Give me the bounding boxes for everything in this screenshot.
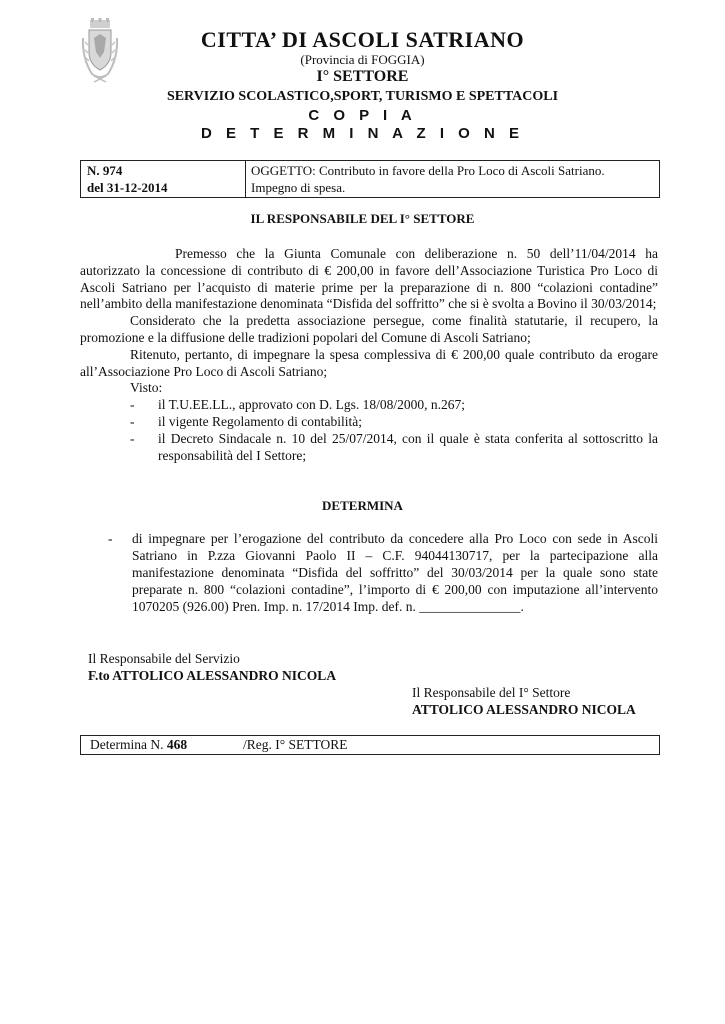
city-title: CITTA’ DI ASCOLI SATRIANO <box>200 27 525 52</box>
visto-list <box>80 397 658 464</box>
province-subtitle: (Provincia di FOGGIA) <box>300 52 425 67</box>
ritenuto-paragraph: Ritenuto, pertanto, di impegnare la spesa complessiva di € 200,00 quale contributo da erogare all’Associazione Pro Loco di Ascoli Satriano; <box>80 346 658 379</box>
service-title: SERVIZIO SCOLASTICO,SPORT, TURISMO E SPETTACOLI <box>166 89 559 104</box>
responsible-title: IL RESPONSABILE DEL I° SETTORE <box>250 211 475 226</box>
record-subject-cell <box>246 161 659 197</box>
considerato-paragraph: Considerato che la predetta associazione persegue, come finalità statutarie, il recupero, la promozione e la diffusione delle tradizioni popolari del Comune di Ascoli Satriano; <box>80 313 658 345</box>
registry-value: 468 <box>166 737 188 752</box>
service-name: F.to ATTOLICO ALESSANDRO NICOLA <box>88 668 337 683</box>
record-id-cell <box>81 161 246 197</box>
visto-item: - il vigente Regolamento di contabilità; <box>80 414 658 431</box>
document-body <box>80 246 658 464</box>
sector-signature <box>412 684 636 718</box>
registry-number <box>90 736 187 754</box>
sector-name: ATTOLICO ALESSANDRO NICOLA <box>412 702 636 717</box>
copia-label: C O P I A <box>308 107 417 124</box>
visto-label: Visto: <box>130 380 163 396</box>
registry-label: Determina N. <box>90 737 164 752</box>
registry-box <box>80 735 660 755</box>
record-box <box>80 160 660 198</box>
service-signature <box>88 650 336 684</box>
determina-title: DETERMINA <box>322 498 403 513</box>
determina-dash: - <box>108 531 113 546</box>
record-subject-line2: Impegno di spesa. <box>251 180 346 195</box>
record-subject-line1: OGGETTO: Contributo in favore della Pro Loco di Ascoli Satriano. <box>251 163 605 178</box>
determinazione-label: D E T E R M I N A Z I O N E <box>200 125 525 142</box>
record-number: N. 974 <box>87 163 123 178</box>
visto-item: - il T.U.EE.LL., approvato con D. Lgs. 18/08/2000, n.267; <box>80 397 658 414</box>
sector-role: Il Responsabile del I° Settore <box>412 685 571 700</box>
visto-item: - il Decreto Sindacale n. 10 del 25/07/2014, con il quale è stata conferita al sottoscritto la responsabilità del I Settore; <box>80 431 658 465</box>
service-role: Il Responsabile del Servizio <box>88 651 240 666</box>
record-date: del 31-12-2014 <box>87 180 168 195</box>
determina-item <box>80 530 658 615</box>
determina-text: di impegnare per l’erogazione del contributo da concedere alla Pro Loco con sede in Ascoli Satriano in P.zza Giovanni Paolo II – C.F. 94044130717, per la partecipazione alla manifestazione denominata “Disfida del soffritto” del 30/03/2014 per la quale sono state preparate n. 800 “colazioni contadine”, l’importo di € 200,00 con imputazione all’intervento 1070205 (926.00) Pren. Imp. n. 17/2014 Imp. def. n. _______________. <box>132 531 658 614</box>
sector-title: I° SETTORE <box>316 68 409 85</box>
registry-sector: /Reg. I° SETTORE <box>243 737 348 752</box>
premesso-paragraph: Premesso che la Giunta Comunale con deliberazione n. 50 dell’11/04/2014 ha autorizzato la concessione di contributo di € 200,00 in favore dell’Associazione Turistica Pro Loco di Ascoli Satriano per l’acquisto di materie prime per la preparazione di n. 800 “colazioni contadine” nell’ambito della manifestazione denominata “Disfida del soffritto” che si è svolta a Bovino il 30/03/2014; <box>80 246 658 312</box>
